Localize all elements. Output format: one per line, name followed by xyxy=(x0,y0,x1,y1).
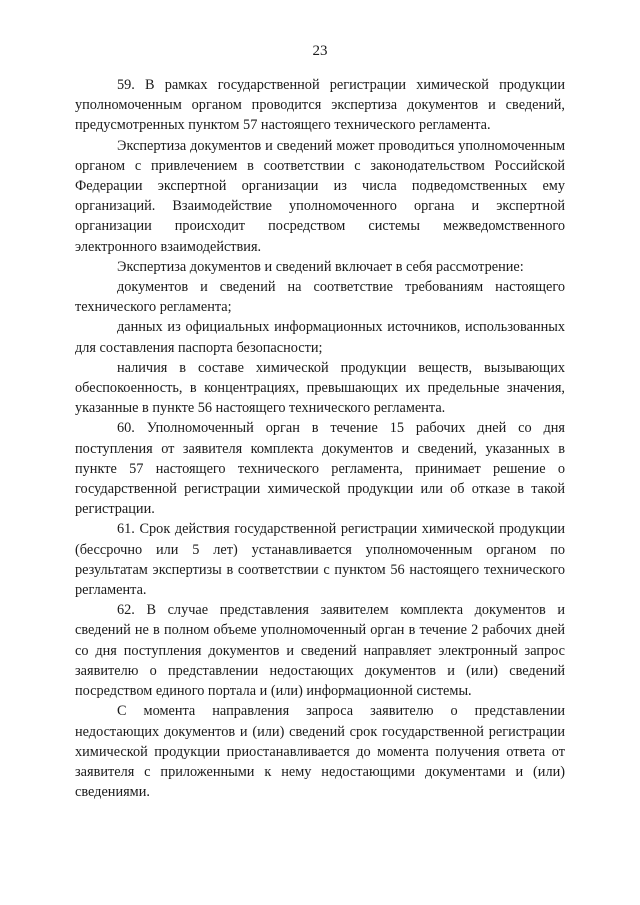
page-number: 23 xyxy=(312,43,328,59)
document-body xyxy=(75,75,565,802)
paragraph-62: 62. В случае представления заявителем комплекта документов и сведений не в полном объеме уполномоченный орган в течение 2 рабочих дней со дня поступления документов и сведений направляет электронный запрос заявителю о представлении недостающих документов и (или) сведений посредством единого портала и (или) информационной системы. xyxy=(75,602,565,700)
paragraph-expertise-includes: Экспертиза документов и сведений включает в себя рассмотрение: xyxy=(117,258,524,275)
list-item-documents: документов и сведений на соответствие требованиям настоящего технического регламента; xyxy=(75,279,565,316)
paragraph-request-suspension: С момента направления запроса заявителю о представлении недостающих документов и (или) сведений срок государственной регистрации химической продукции приостанавливается до момента получения ответа от заявителя с приложенными к нему недостающими документами и (или) сведениями. xyxy=(75,703,565,801)
list-item-substances: наличия в составе химической продукции веществ, вызывающих обеспокоенность, в концентрациях, превышающих их предельные значения, указанные в пункте 56 настоящего технического регламента. xyxy=(75,359,565,417)
list-item-data-sources: данных из официальных информационных источников, использованных для составления паспорта безопасности; xyxy=(75,319,565,356)
paragraph-expertise-organization: Экспертиза документов и сведений может проводиться уполномоченным органом с привлечением в соответствии с законодательством Российской Федерации экспертной организации из числа подведомственных ему организаций. Взаимодействие уполномоченного органа и экспертной организации происходит посредством системы межведомственного электронного взаимодействия. xyxy=(75,137,565,255)
paragraph-59: 59. В рамках государственной регистрации химической продукции уполномоченным органом проводится экспертиза документов и сведений, предусмотренных пунктом 57 настоящего технического регламента. xyxy=(75,77,565,134)
paragraph-61: 61. Срок действия государственной регистрации химической продукции (бессрочно или 5 лет) устанавливается уполномоченным органом по результатам экспертизы в соответствии с пунктом 56 настоящего технического регламента. xyxy=(75,521,565,599)
paragraph-60: 60. Уполномоченный орган в течение 15 рабочих дней со дня поступления от заявителя комплекта документов и сведений, указанных в пункте 57 настоящего технического регламента, принимает решение о государственной регистрации химической продукции или об отказе в такой регистрации. xyxy=(75,420,565,518)
